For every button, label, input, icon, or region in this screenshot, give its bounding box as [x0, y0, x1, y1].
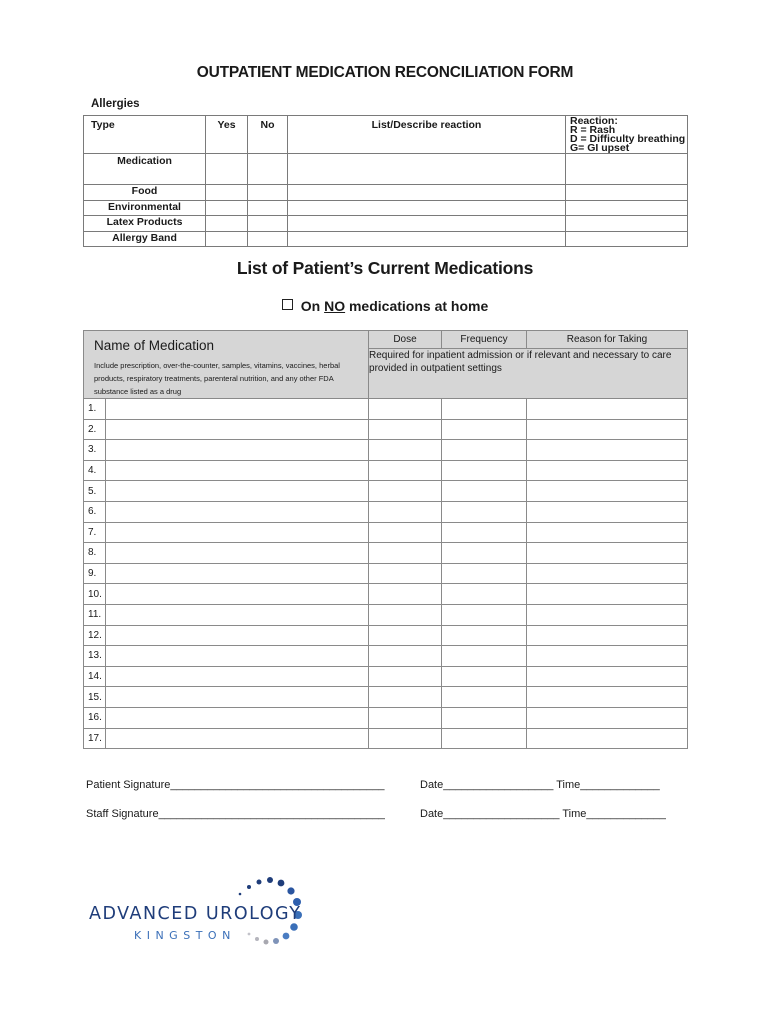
allergy-row-food: Food — [84, 185, 206, 201]
allergy-cell[interactable] — [248, 185, 288, 201]
frequency-cell[interactable] — [442, 501, 527, 522]
reaction-key-breathing: D = Difficulty breathing — [570, 133, 686, 145]
allergy-cell[interactable] — [566, 231, 688, 247]
reason-cell[interactable] — [527, 522, 688, 543]
reason-cell[interactable] — [527, 460, 688, 481]
allergy-cell[interactable] — [288, 231, 566, 247]
allergy-cell[interactable] — [248, 154, 288, 185]
medication-row-number: 8. — [84, 543, 106, 564]
dose-cell[interactable] — [369, 543, 442, 564]
medication-name-header — [84, 331, 369, 399]
allergy-row-latex: Latex Products — [84, 216, 206, 232]
reason-cell[interactable] — [527, 419, 688, 440]
allergy-type-header: Type — [84, 116, 206, 154]
frequency-cell[interactable] — [442, 543, 527, 564]
medication-row-number: 9. — [84, 563, 106, 584]
reason-cell[interactable] — [527, 666, 688, 687]
medication-row — [84, 563, 688, 584]
medication-name-cell[interactable] — [106, 522, 369, 543]
medication-name-cell[interactable] — [106, 666, 369, 687]
dose-cell[interactable] — [369, 501, 442, 522]
medication-row — [84, 687, 688, 708]
medication-name-cell[interactable] — [106, 728, 369, 749]
frequency-cell[interactable] — [442, 440, 527, 461]
no-meds-suffix: medications at home — [345, 298, 489, 314]
medication-name-cell[interactable] — [106, 419, 369, 440]
medication-row-number: 7. — [84, 522, 106, 543]
allergy-cell[interactable] — [288, 200, 566, 216]
reason-cell[interactable] — [527, 604, 688, 625]
required-note: Required for inpatient admission or if relevant and necessary to care provided in outpatient settings — [369, 349, 688, 399]
medication-row-number: 4. — [84, 460, 106, 481]
reason-cell[interactable] — [527, 501, 688, 522]
medication-name-label: Name of Medication — [94, 338, 215, 353]
reason-cell[interactable] — [527, 646, 688, 667]
reason-cell[interactable] — [527, 625, 688, 646]
dose-cell[interactable] — [369, 522, 442, 543]
allergy-cell[interactable] — [206, 216, 248, 232]
allergy-describe-header: List/Describe reaction — [288, 116, 566, 154]
medication-name-cell[interactable] — [106, 440, 369, 461]
dose-cell[interactable] — [369, 625, 442, 646]
medication-row — [84, 481, 688, 502]
medication-name-cell[interactable] — [106, 687, 369, 708]
form-title: OUTPATIENT MEDICATION RECONCILIATION FORM — [196, 64, 574, 81]
medication-row-number: 12. — [84, 625, 106, 646]
medication-name-cell[interactable] — [106, 563, 369, 584]
medication-row-number: 5. — [84, 481, 106, 502]
medication-name-cell[interactable] — [106, 707, 369, 728]
dose-cell[interactable] — [369, 481, 442, 502]
dose-header: Dose — [369, 331, 442, 349]
medication-row-number: 3. — [84, 440, 106, 461]
allergy-cell[interactable] — [206, 185, 248, 201]
dose-cell[interactable] — [369, 687, 442, 708]
no-meds-emphasis: NO — [324, 298, 346, 314]
dose-cell[interactable] — [369, 419, 442, 440]
reason-cell[interactable] — [527, 440, 688, 461]
allergy-cell[interactable] — [566, 154, 688, 185]
medications-heading: List of Patient’s Current Medications — [236, 258, 534, 278]
medication-row — [84, 522, 688, 543]
medication-row — [84, 707, 688, 728]
frequency-header: Frequency — [442, 331, 527, 349]
no-meds-prefix: On — [300, 298, 325, 314]
reason-cell[interactable] — [527, 543, 688, 564]
dose-cell[interactable] — [369, 399, 442, 420]
reason-cell[interactable] — [527, 728, 688, 749]
medication-name-cell[interactable] — [106, 481, 369, 502]
medication-row — [84, 584, 688, 605]
allergy-no-header: No — [248, 116, 288, 154]
medication-name-cell[interactable] — [106, 399, 369, 420]
allergy-cell[interactable] — [288, 185, 566, 201]
reason-header: Reason for Taking — [527, 331, 688, 349]
frequency-cell[interactable] — [442, 399, 527, 420]
frequency-cell[interactable] — [442, 687, 527, 708]
medication-row — [84, 419, 688, 440]
medication-row — [84, 501, 688, 522]
medication-row-number: 11. — [84, 604, 106, 625]
allergy-cell[interactable] — [248, 231, 288, 247]
allergy-table — [83, 115, 688, 247]
logo-wordmark: ADVANCED UROLOGY — [89, 904, 302, 924]
medication-row — [84, 543, 688, 564]
staff-date-time-line[interactable]: Date___________________ Time_____________ — [420, 808, 666, 820]
medication-row — [84, 604, 688, 625]
dose-cell[interactable] — [369, 584, 442, 605]
reaction-key-rash: R = Rash — [570, 124, 616, 136]
dose-cell[interactable] — [369, 460, 442, 481]
medication-name-note: Include prescription, over-the-counter, samples, vitamins, vaccines, herbal products, respiratory treatments, parenteral nutrition, and any other FDA substance listed as a drug — [94, 361, 340, 396]
logo-subtitle: KINGSTON — [134, 929, 236, 942]
reason-cell[interactable] — [527, 687, 688, 708]
no-meds-option[interactable] — [0, 298, 770, 314]
dose-cell[interactable] — [369, 646, 442, 667]
dose-cell[interactable] — [369, 728, 442, 749]
medication-row — [84, 646, 688, 667]
medication-row — [84, 399, 688, 420]
allergy-row-environmental: Environmental — [84, 200, 206, 216]
medication-row-number: 15. — [84, 687, 106, 708]
medication-row — [84, 666, 688, 687]
medication-row-number: 14. — [84, 666, 106, 687]
medication-name-cell[interactable] — [106, 604, 369, 625]
medication-row-number: 10. — [84, 584, 106, 605]
frequency-cell[interactable] — [442, 563, 527, 584]
dose-cell[interactable] — [369, 563, 442, 584]
reaction-key-title: Reaction: — [570, 115, 618, 127]
frequency-cell[interactable] — [442, 604, 527, 625]
medication-name-cell[interactable] — [106, 460, 369, 481]
staff-signature-line[interactable]: Staff Signature_____________________________________ — [86, 808, 385, 820]
allergy-cell[interactable] — [206, 231, 248, 247]
reason-cell[interactable] — [527, 399, 688, 420]
medication-name-cell[interactable] — [106, 584, 369, 605]
allergy-cell[interactable] — [248, 216, 288, 232]
frequency-cell[interactable] — [442, 522, 527, 543]
frequency-cell[interactable] — [442, 584, 527, 605]
dose-cell[interactable] — [369, 707, 442, 728]
medication-name-cell[interactable] — [106, 543, 369, 564]
frequency-cell[interactable] — [442, 666, 527, 687]
allergy-cell[interactable] — [288, 216, 566, 232]
medication-row — [84, 440, 688, 461]
medication-row — [84, 625, 688, 646]
medication-row — [84, 460, 688, 481]
frequency-cell[interactable] — [442, 460, 527, 481]
medication-row-number: 16. — [84, 707, 106, 728]
medication-name-cell[interactable] — [106, 625, 369, 646]
allergy-cell[interactable] — [206, 200, 248, 216]
allergy-cell[interactable] — [566, 185, 688, 201]
allergy-cell[interactable] — [206, 154, 248, 185]
patient-date-time-line[interactable]: Date__________________ Time_____________ — [420, 779, 660, 791]
medication-row-number: 6. — [84, 501, 106, 522]
dose-cell[interactable] — [369, 440, 442, 461]
medication-row — [84, 728, 688, 749]
dose-cell[interactable] — [369, 604, 442, 625]
no-meds-checkbox[interactable] — [282, 299, 293, 310]
allergy-row-medication: Medication — [84, 154, 206, 185]
frequency-cell[interactable] — [442, 707, 527, 728]
allergy-cell[interactable] — [566, 216, 688, 232]
patient-signature-line[interactable]: Patient Signature___________________________________ — [86, 779, 385, 791]
medication-row-number: 13. — [84, 646, 106, 667]
allergy-cell[interactable] — [566, 200, 688, 216]
allergy-cell[interactable] — [288, 154, 566, 185]
reaction-key — [566, 116, 688, 154]
frequency-cell[interactable] — [442, 625, 527, 646]
allergy-yes-header: Yes — [206, 116, 248, 154]
medication-name-cell[interactable] — [106, 646, 369, 667]
frequency-cell[interactable] — [442, 419, 527, 440]
allergy-cell[interactable] — [248, 200, 288, 216]
reason-cell[interactable] — [527, 584, 688, 605]
medication-row-number: 1. — [84, 399, 106, 420]
allergies-heading: Allergies — [91, 98, 140, 110]
reaction-key-gi: G= GI upset — [570, 142, 630, 154]
medication-name-cell[interactable] — [106, 501, 369, 522]
medication-row-number: 2. — [84, 419, 106, 440]
medications-table — [83, 330, 688, 749]
frequency-cell[interactable] — [442, 481, 527, 502]
reason-cell[interactable] — [527, 481, 688, 502]
reason-cell[interactable] — [527, 563, 688, 584]
allergy-row-band: Allergy Band — [84, 231, 206, 247]
dose-cell[interactable] — [369, 666, 442, 687]
frequency-cell[interactable] — [442, 646, 527, 667]
medication-row-number: 17. — [84, 728, 106, 749]
reason-cell[interactable] — [527, 707, 688, 728]
frequency-cell[interactable] — [442, 728, 527, 749]
